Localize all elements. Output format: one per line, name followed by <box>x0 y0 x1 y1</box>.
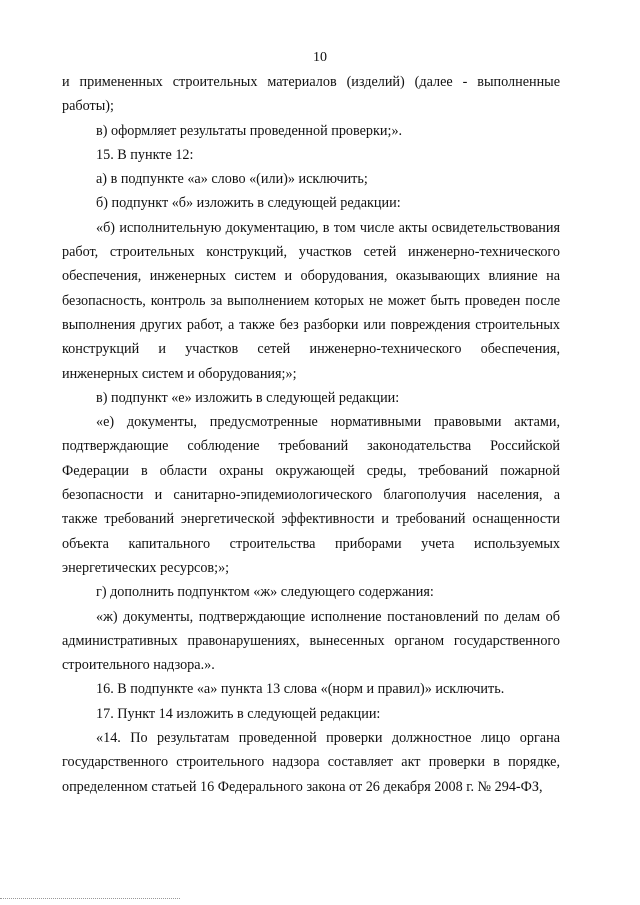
paragraph-3: 15. В пункте 12: <box>96 146 194 163</box>
paragraph-10: «ж) документы, подтверждающие исполнение постановлений по делам об административных правонарушениях, вынесенных органом государственного строительного надзора.». <box>62 608 560 674</box>
paragraph-8: «е) документы, предусмотренные нормативными правовыми актами, подтверждающие соблюдение требований законодательства Российской Федерации в области охраны окружающей среды, требований пожарной безопасности и санитарно-эпидемиологического благополучия населения, а также требований энергетической эффективности и требований оснащенности объекта капитального строительства приборами учета используемых энергетических ресурсов;»; <box>62 414 560 576</box>
paragraph-7: в) подпункт «е» изложить в следующей редакции: <box>96 389 400 406</box>
paragraph-9: г) дополнить подпунктом «ж» следующего содержания: <box>96 584 434 601</box>
scan-edge-mark <box>0 895 180 899</box>
document-body <box>62 70 560 799</box>
page-number: 10 <box>313 50 327 65</box>
paragraph-13: «14. По результатам проведенной проверки должностное лицо органа государственного строительного надзора составляет акт проверки в порядке, определенном статьей 16 Федерального закона от 26 декабря 2008 г. № 294-ФЗ, <box>62 730 560 795</box>
paragraph-2: в) оформляет результаты проведенной проверки;». <box>96 122 403 139</box>
paragraph-6: «б) исполнительную документацию, в том числе акты освидетельствования работ, строительных конструкций, участков сетей инженерно-технического обеспечения, инженерных систем и оборудования, оказывающих влияние на безопасность, контроль за выполнением которых не может быть проведен после выполнения других работ, а также без разборки или повреждения строительных конструкций и участков сетей инженерно-технического обеспечения, инженерных систем и оборудования;»; <box>62 219 560 382</box>
paragraph-11: 16. В подпункте «а» пункта 13 слова «(норм и правил)» исключить. <box>96 681 505 698</box>
paragraph-1: и примененных строительных материалов (изделий) (далее - выполненные работы); <box>62 74 560 115</box>
paragraph-5: б) подпункт «б» изложить в следующей редакции: <box>96 195 401 212</box>
paragraph-4: а) в подпункте «а» слово «(или)» исключить; <box>96 171 368 188</box>
paragraph-12: 17. Пункт 14 изложить в следующей редакции: <box>96 705 381 722</box>
